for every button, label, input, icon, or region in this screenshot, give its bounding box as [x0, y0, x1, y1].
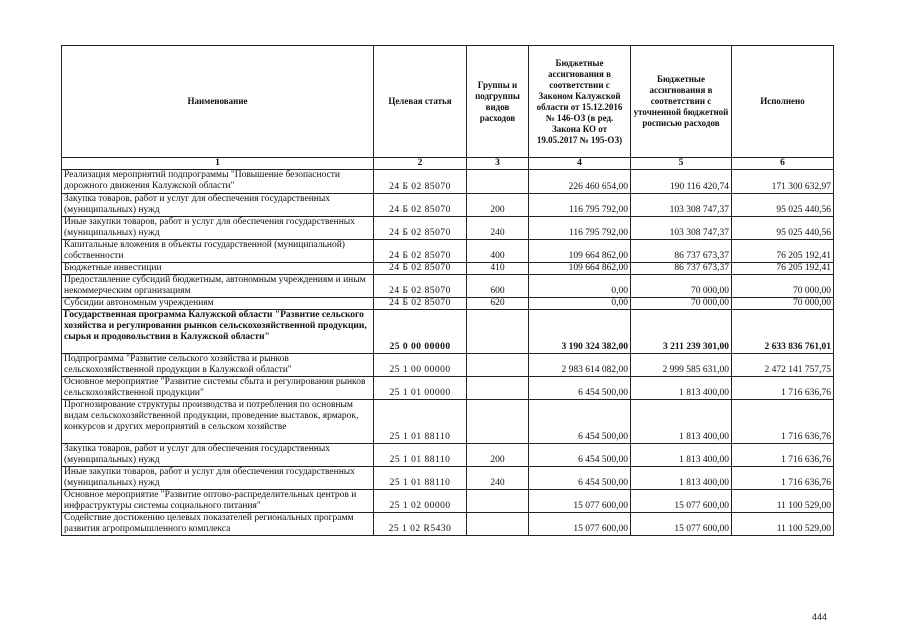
expense-group-code	[467, 354, 529, 377]
law-allocation-amount: 6 454 500,00	[529, 377, 631, 400]
expense-group-code: 200	[467, 444, 529, 467]
row-name: Бюджетные инвестиции	[62, 263, 374, 275]
executed-amount: 2 633 836 761,01	[732, 310, 834, 354]
law-allocation-amount: 0,00	[529, 275, 631, 298]
target-article-code: 24 Б 02 85070	[374, 240, 467, 263]
column-number-row	[62, 158, 834, 170]
executed-amount: 11 100 529,00	[732, 490, 834, 513]
target-article-code: 25 1 01 88110	[374, 444, 467, 467]
refined-allocation-amount: 190 116 420,74	[631, 170, 732, 194]
expense-group-code	[467, 400, 529, 444]
row-name: Субсидии автономным учреждениям	[62, 298, 374, 310]
target-article-code: 24 Б 02 85070	[374, 275, 467, 298]
law-allocation-amount: 6 454 500,00	[529, 444, 631, 467]
column-number: 3	[467, 158, 529, 170]
executed-amount: 1 716 636,76	[732, 400, 834, 444]
executed-amount: 1 716 636,76	[732, 467, 834, 490]
column-number: 1	[62, 158, 374, 170]
refined-allocation-amount: 3 211 239 301,00	[631, 310, 732, 354]
executed-amount: 11 100 529,00	[732, 513, 834, 536]
expense-group-code	[467, 513, 529, 536]
row-name: Иные закупки товаров, работ и услуг для обеспечения государственных (муниципальных) нужд	[62, 467, 374, 490]
target-article-code: 25 1 01 00000	[374, 377, 467, 400]
target-article-code: 24 Б 02 85070	[374, 298, 467, 310]
refined-allocation-amount: 15 077 600,00	[631, 490, 732, 513]
header-executed: Исполнено	[732, 46, 834, 158]
executed-amount: 95 025 440,56	[732, 194, 834, 217]
row-name: Иные закупки товаров, работ и услуг для обеспечения государственных (муниципальных) нужд	[62, 217, 374, 240]
law-allocation-amount: 6 454 500,00	[529, 400, 631, 444]
target-article-code: 25 1 00 00000	[374, 354, 467, 377]
column-number: 6	[732, 158, 834, 170]
budget-table	[61, 45, 834, 536]
target-article-code: 24 Б 02 85070	[374, 170, 467, 194]
law-allocation-amount: 109 664 862,00	[529, 240, 631, 263]
executed-amount: 95 025 440,56	[732, 217, 834, 240]
row-name: Закупка товаров, работ и услуг для обеспечения государственных (муниципальных) нужд	[62, 194, 374, 217]
executed-amount: 70 000,00	[732, 275, 834, 298]
table-row	[62, 490, 834, 513]
table-row	[62, 444, 834, 467]
refined-allocation-amount: 103 308 747,37	[631, 217, 732, 240]
refined-allocation-amount: 1 813 400,00	[631, 444, 732, 467]
expense-group-code: 240	[467, 217, 529, 240]
table-row	[62, 467, 834, 490]
column-number: 5	[631, 158, 732, 170]
law-allocation-amount: 116 795 792,00	[529, 194, 631, 217]
target-article-code: 24 Б 02 85070	[374, 263, 467, 275]
target-article-code: 24 Б 02 85070	[374, 194, 467, 217]
executed-amount: 171 300 632,97	[732, 170, 834, 194]
row-name: Предоставление субсидий бюджетным, автономным учреждениям и иным некоммерческим организациям	[62, 275, 374, 298]
table-row	[62, 240, 834, 263]
row-name: Государственная программа Калужской области "Развитие сельского хозяйства и регулирования рынков сельскохозяйственной продукции, сырья и продовольствия в Калужской области"	[62, 310, 374, 354]
expense-group-code: 200	[467, 194, 529, 217]
expense-group-code	[467, 377, 529, 400]
expense-group-code: 240	[467, 467, 529, 490]
law-allocation-amount: 0,00	[529, 298, 631, 310]
law-allocation-amount: 6 454 500,00	[529, 467, 631, 490]
row-name: Реализация мероприятий подпрограммы "Повышение безопасности дорожного движения Калужской области"	[62, 170, 374, 194]
executed-amount: 2 472 141 757,75	[732, 354, 834, 377]
table-row	[62, 275, 834, 298]
refined-allocation-amount: 70 000,00	[631, 275, 732, 298]
row-name: Прогнозирование структуры производства и потребления по основным видам сельскохозяйственной продукции, проведение выставок, ярмарок, конкурсов и других мероприятий в сельском хозяйстве	[62, 400, 374, 444]
law-allocation-amount: 116 795 792,00	[529, 217, 631, 240]
target-article-code: 25 1 01 88110	[374, 400, 467, 444]
refined-allocation-amount: 1 813 400,00	[631, 467, 732, 490]
row-name: Подпрограмма "Развитие сельского хозяйства и рынков сельскохозяйственной продукции в Калужской области"	[62, 354, 374, 377]
row-name: Содействие достижению целевых показателей региональных программ развития агропромышленного комплекса	[62, 513, 374, 536]
executed-amount: 76 205 192,41	[732, 240, 834, 263]
row-name: Закупка товаров, работ и услуг для обеспечения государственных (муниципальных) нужд	[62, 444, 374, 467]
refined-allocation-amount: 103 308 747,37	[631, 194, 732, 217]
target-article-code: 25 0 00 00000	[374, 310, 467, 354]
expense-group-code: 410	[467, 263, 529, 275]
law-allocation-amount: 15 077 600,00	[529, 513, 631, 536]
expense-group-code: 400	[467, 240, 529, 263]
row-name: Основное мероприятие "Развитие оптово-распределительных центров и инфраструктуры системы социального питания"	[62, 490, 374, 513]
table-row	[62, 400, 834, 444]
refined-allocation-amount: 2 999 585 631,00	[631, 354, 732, 377]
target-article-code: 24 Б 02 85070	[374, 217, 467, 240]
expense-group-code: 600	[467, 275, 529, 298]
refined-allocation-amount: 86 737 673,37	[631, 263, 732, 275]
column-number: 2	[374, 158, 467, 170]
law-allocation-amount: 15 077 600,00	[529, 490, 631, 513]
table-row	[62, 513, 834, 536]
target-article-code: 25 1 02 R5430	[374, 513, 467, 536]
table-row	[62, 310, 834, 354]
law-allocation-amount: 3 190 324 382,00	[529, 310, 631, 354]
header-law-allocations: Бюджетные ассигнования в соответствии с Законом Калужской области от 15.12.2016 № 146-ОЗ (в ред. Закона КО от 19.05.2017 № 195-ОЗ)	[529, 46, 631, 158]
refined-allocation-amount: 70 000,00	[631, 298, 732, 310]
refined-allocation-amount: 1 813 400,00	[631, 377, 732, 400]
law-allocation-amount: 2 983 614 082,00	[529, 354, 631, 377]
table-body	[62, 170, 834, 536]
law-allocation-amount: 226 460 654,00	[529, 170, 631, 194]
header-expense-groups: Группы и подгруппы видов расходов	[467, 46, 529, 158]
executed-amount: 76 205 192,41	[732, 263, 834, 275]
expense-group-code	[467, 310, 529, 354]
refined-allocation-amount: 86 737 673,37	[631, 240, 732, 263]
table-row	[62, 354, 834, 377]
table-row	[62, 217, 834, 240]
header-name: Наименование	[62, 46, 374, 158]
header-target-article: Целевая статья	[374, 46, 467, 158]
refined-allocation-amount: 1 813 400,00	[631, 400, 732, 444]
row-name: Основное мероприятие "Развитие системы сбыта и регулирования рынков сельскохозяйственной продукции"	[62, 377, 374, 400]
table-row	[62, 170, 834, 194]
expense-group-code	[467, 490, 529, 513]
header-refined-allocations: Бюджетные ассигнования в соответствии с уточненной бюджетной росписью расходов	[631, 46, 732, 158]
expense-group-code	[467, 170, 529, 194]
refined-allocation-amount: 15 077 600,00	[631, 513, 732, 536]
table-row	[62, 263, 834, 275]
row-name: Капитальные вложения в объекты государственной (муниципальной) собственности	[62, 240, 374, 263]
header-row	[62, 46, 834, 158]
law-allocation-amount: 109 664 862,00	[529, 263, 631, 275]
executed-amount: 70 000,00	[732, 298, 834, 310]
executed-amount: 1 716 636,76	[732, 377, 834, 400]
table-row	[62, 194, 834, 217]
column-number: 4	[529, 158, 631, 170]
table-row	[62, 377, 834, 400]
executed-amount: 1 716 636,76	[732, 444, 834, 467]
table-row	[62, 298, 834, 310]
page-number: 444	[812, 612, 828, 622]
target-article-code: 25 1 02 00000	[374, 490, 467, 513]
expense-group-code: 620	[467, 298, 529, 310]
target-article-code: 25 1 01 88110	[374, 467, 467, 490]
